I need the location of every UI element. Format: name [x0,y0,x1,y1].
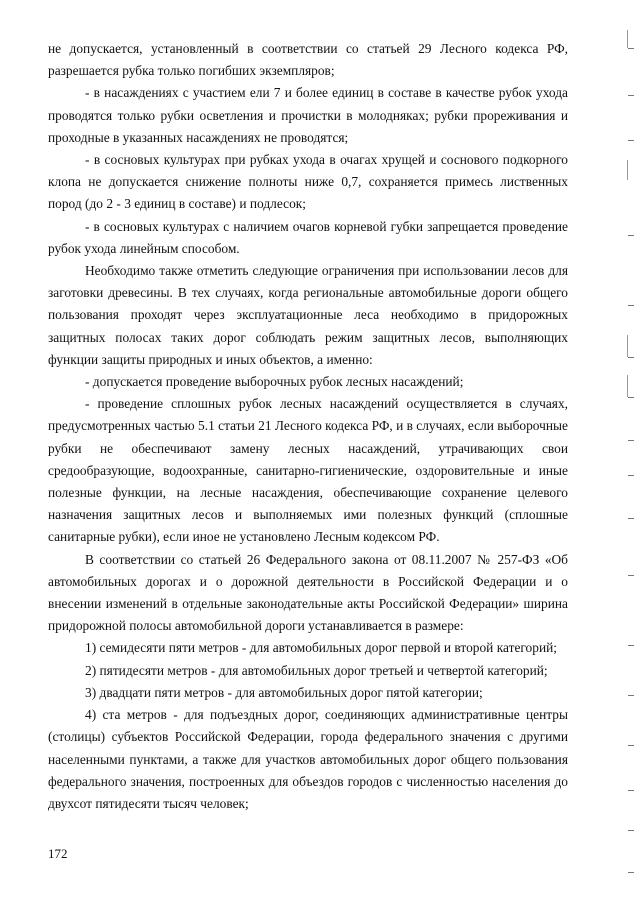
paragraph: - в сосновых культурах с наличием очагов корневой губки запрещается проведение рубок ухода линейным способом. [48,218,568,256]
scan-artifact [628,475,634,476]
paragraph: Необходимо также отметить следующие ограничения при использовании лесов для заготовки древесины. В тех случаях, когда региональные автомобильные дороги общего пользования проходят через эксплуатационные леса необходимо в придорожных защитных полосах таких дорог соблюдать режим защитных лесов, выполняющих функции защиты природных и иных объектов, а именно: [48,263,568,367]
list-item: 4) ста метров - для подъездных дорог, соединяющих административные центры (столицы) субъектов Российской Федерации, города федерального значения с другими населенными пунктами, а также для участков автомобильных дорог общего пользования федерального значения, построенных для объездов городов с численностью населения до двухсот пятидесяти тысяч человек; [48,707,568,811]
list-item: 1) семидесяти пяти метров - для автомобильных дорог первой и второй категорий; [85,640,557,656]
scan-artifact [628,357,634,358]
paragraph: - проведение сплошных рубок лесных насаждений осуществляется в случаях, предусмотренных частью 5.1 статьи 21 Лесного кодекса РФ, и в случаях, если выборочные рубки не обеспечивают замену лесных насаждений, утрачивающих свои средообразующие, водоохранные, санитарно-гигиенические, оздоровительные и иные полезные функции, на лесные насаждения, обеспечивающие сохранение целевого назначения защитных лесов и выполняемых ими полезных функций (сплошные санитарные рубки), если иное не установлено Лесным кодексом РФ. [48,396,568,545]
scan-artifact [628,440,634,441]
scan-artifact [627,335,628,357]
scan-artifact [628,140,634,141]
scan-artifact [628,745,634,746]
paragraph: - допускается проведение выборочных рубок лесных насаждений; [85,374,464,390]
scan-artifact [628,235,634,236]
body-text [48,38,568,815]
scan-artifact [628,830,634,831]
scan-artifact [628,305,634,306]
paragraph: - в сосновых культурах при рубках ухода в очагах хрущей и соснового подкорного клопа не допускается снижение полноты ниже 0,7, сохраняется примесь лиственных пород (до 2 - 3 единиц в составе) и подлесок; [48,152,568,212]
paragraph: не допускается, установленный в соответствии со статьей 29 Лесного кодекса РФ, разрешается рубка только погибших экземпляров; [48,41,568,79]
scan-artifact [628,790,634,791]
scan-artifact [627,160,628,180]
scan-artifact [627,375,628,397]
paragraph: В соответствии со статьей 26 Федерального закона от 08.11.2007 № 257-ФЗ «Об автомобильных дорогах и о дорожной деятельности в Российской Федерации и о внесении изменений в отдельные законодательные акты Российской Федерации» ширина придорожной полосы автомобильной дороги устанавливается в размере: [48,551,568,634]
scan-artifact [628,48,634,49]
scan-artifact [628,645,634,646]
list-item: 2) пятидесяти метров - для автомобильных дорог третьей и четвертой категорий; [85,662,548,678]
scan-artifact [628,872,634,873]
scan-artifact [628,397,634,398]
list-item: 3) двадцати пяти метров - для автомобильных дорог пятой категории; [85,684,483,700]
scan-artifact [628,518,634,519]
page-number: 172 [48,846,68,861]
scan-artifact [628,95,634,96]
scan-artifact [628,695,634,696]
scan-artifact [627,30,628,48]
paragraph: - в насаждениях с участием ели 7 и более единиц в составе в качестве рубок ухода проводятся только рубки осветления и прочистки в молодняках; рубки прореживания и проходные в указанных насаждениях не проводятся; [48,85,568,145]
scan-edge-marks [618,0,640,905]
scan-artifact [628,575,634,576]
